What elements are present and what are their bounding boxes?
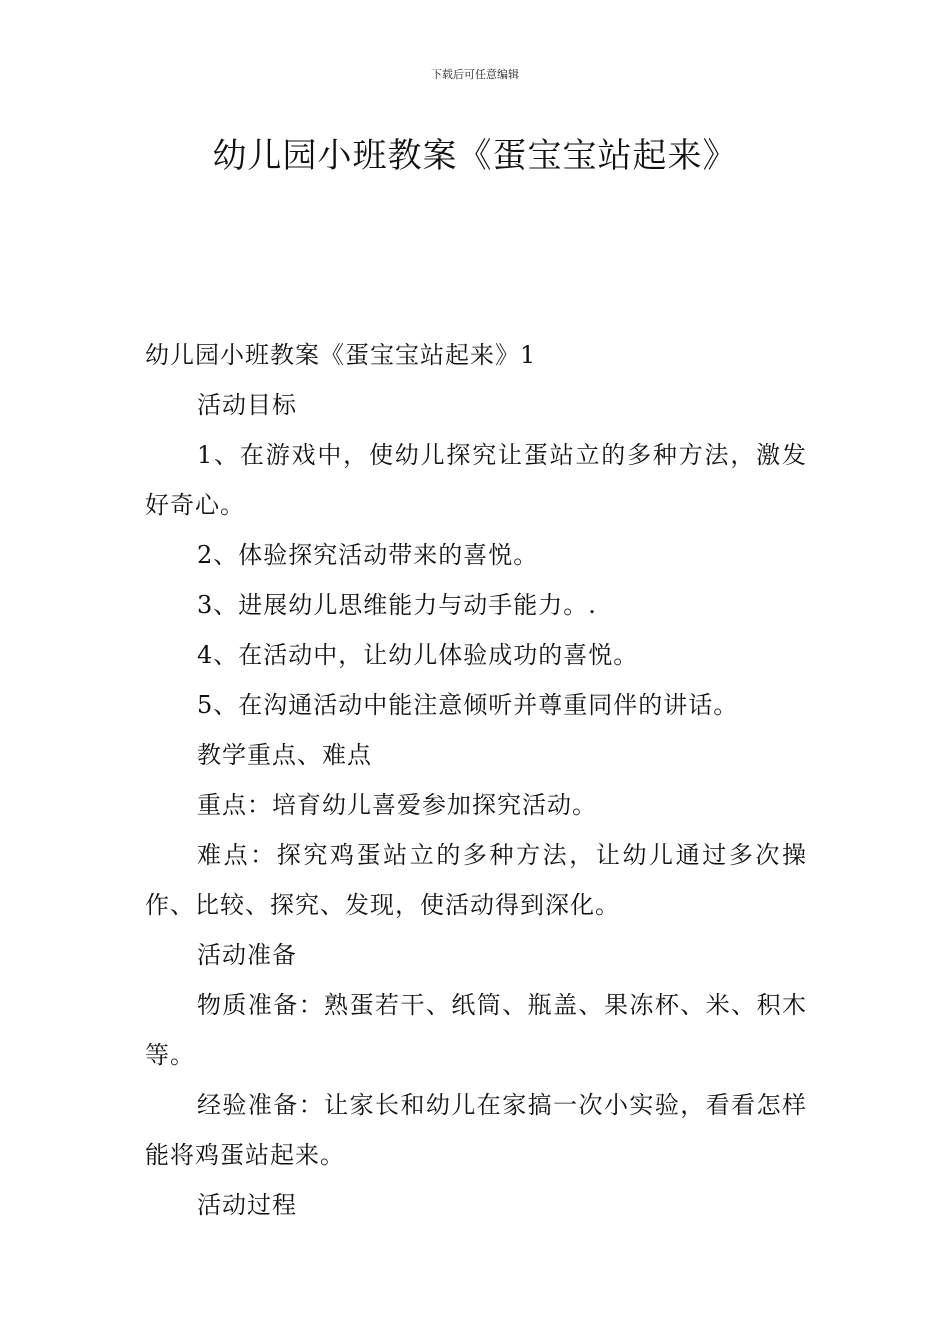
difficulty-paragraph: 难点：探究鸡蛋站立的多种方法，让幼儿通过多次操作、比较、探究、发现，使活动得到深化。 <box>145 841 807 919</box>
subheading-process: 活动过程 <box>197 1191 297 1219</box>
material-preparation-paragraph: 物质准备：熟蛋若干、纸筒、瓶盖、果冻杯、米、积木等。 <box>145 991 807 1069</box>
goal-item: 1、在游戏中，使幼儿探究让蛋站立的多种方法，激发好奇心。 <box>145 441 807 519</box>
document-body <box>145 330 807 1230</box>
experience-preparation-paragraph: 经验准备：让家长和幼儿在家搞一次小实验，看看怎样能将鸡蛋站起来。 <box>145 1091 807 1169</box>
goal-item: 5、在沟通活动中能注意倾听并尊重同伴的讲话。 <box>197 691 739 719</box>
goal-item: 2、体验探究活动带来的喜悦。 <box>197 541 539 569</box>
document-title: 幼儿园小班教案《蛋宝宝站起来》 <box>212 136 738 176</box>
goal-item: 4、在活动中，让幼儿体验成功的喜悦。 <box>197 641 639 669</box>
key-point-paragraph: 重点：培育幼儿喜爱参加探究活动。 <box>197 791 597 819</box>
subheading-activity-goals: 活动目标 <box>197 391 297 419</box>
page-header-note: 下载后可任意编辑 <box>431 68 519 81</box>
section-heading: 幼儿园小班教案《蛋宝宝站起来》1 <box>145 341 537 369</box>
subheading-key-points: 教学重点、难点 <box>197 741 372 769</box>
goal-item: 3、进展幼儿思维能力与动手能力。. <box>197 591 597 619</box>
subheading-preparation: 活动准备 <box>197 941 297 969</box>
